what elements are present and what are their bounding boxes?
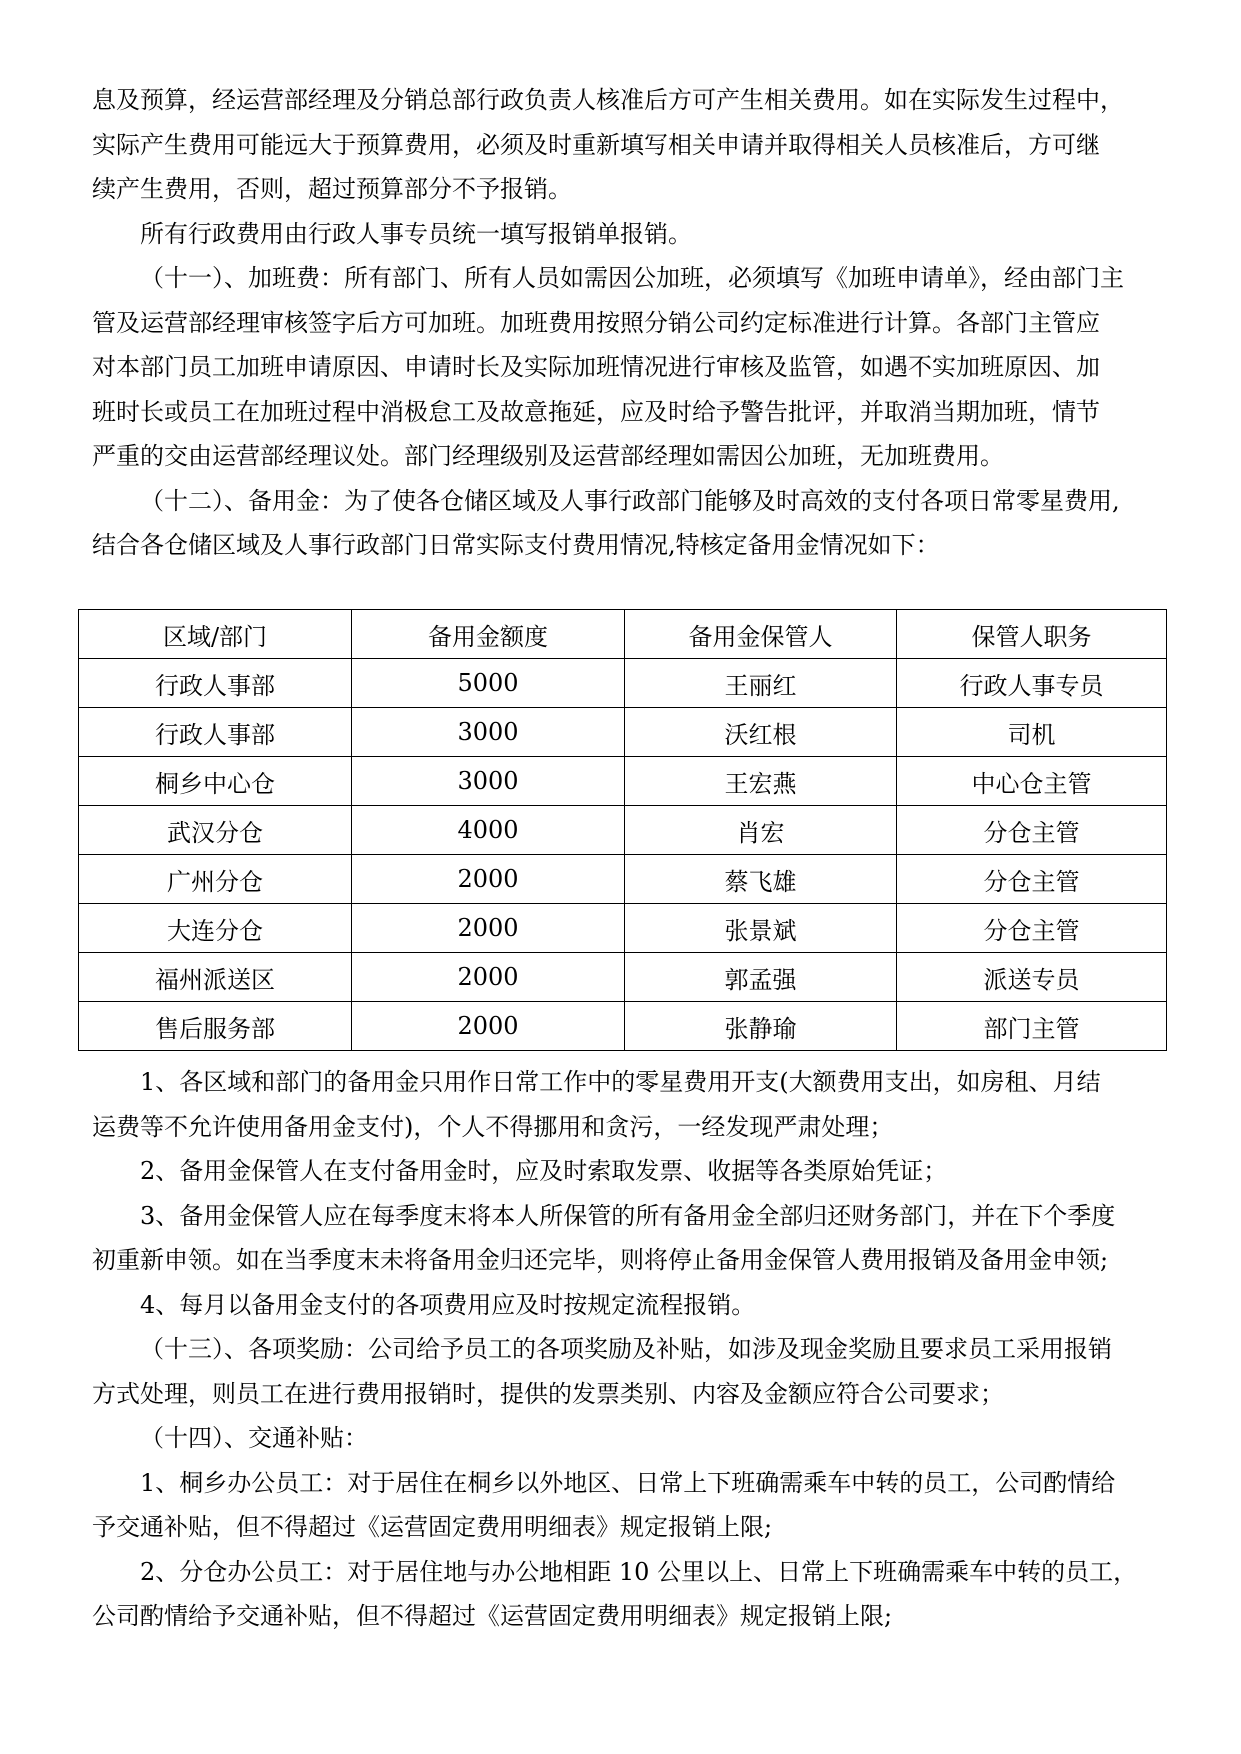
column-header-custodian: 备用金保管人 (625, 610, 897, 659)
paragraph-line: 班时长或员工在加班过程中消极怠工及故意拖延，应及时给予警告批评，并取消当期加班，情节 (92, 397, 1100, 426)
cell-custodian: 张静瑜 (625, 1002, 897, 1051)
cell-custodian: 蔡飞雄 (625, 855, 897, 904)
cell-region: 行政人事部 (79, 659, 352, 708)
column-header-amount: 备用金额度 (352, 610, 625, 659)
transport-item-1: 1、桐乡办公员工：对于居住在桐乡以外地区、日常上下班确需乘车中转的员工，公司酌情给 (140, 1468, 1116, 1497)
table-row (79, 904, 1167, 953)
table-row (79, 659, 1167, 708)
table-row (79, 806, 1167, 855)
paragraph-line: 结合各仓储区域及人事行政部门日常实际支付费用情况,特核定备用金情况如下： (92, 531, 940, 559)
table-row (79, 855, 1167, 904)
section-transport-heading: （十四）、交通补贴： (140, 1424, 368, 1452)
cell-amount: 2000 (352, 855, 625, 904)
paragraph-line: 初重新申领。如在当季度末未将备用金归还完毕，则将停止备用金保管人费用报销及备用金申领; (92, 1246, 1109, 1274)
table-row (79, 708, 1167, 757)
paragraph-line: 运费等不允许使用备用金支付)，个人不得挪用和贪污，一经发现严肃处理； (92, 1112, 894, 1141)
rule-item-3: 3、备用金保管人应在每季度末将本人所保管的所有备用金全部归还财务部门，并在下个季度 (140, 1201, 1116, 1230)
paragraph-line: 予交通补贴，但不得超过《运营固定费用明细表》规定报销上限; (92, 1513, 773, 1541)
top-text-block (92, 78, 1168, 568)
cell-position: 行政人事专员 (897, 659, 1167, 708)
cell-custodian: 王宏燕 (625, 757, 897, 806)
cell-position: 分仓主管 (897, 904, 1167, 953)
section-petty-cash-heading: （十二）、备用金：为了使各仓储区域及人事行政部门能够及时高效的支付各项日常零星费用, (140, 486, 1120, 515)
cell-amount: 5000 (352, 659, 625, 708)
table-row (79, 757, 1167, 806)
cell-region: 行政人事部 (79, 708, 352, 757)
paragraph-line: 严重的交由运营部经理议处。部门经理级别及运营部经理如需因公加班，无加班费用。 (92, 442, 1004, 470)
cell-position: 分仓主管 (897, 806, 1167, 855)
cell-position: 司机 (897, 708, 1167, 757)
transport-item-2: 2、分仓办公员工：对于居住地与办公地相距 10 公里以上、日常上下班确需乘车中转的员工， (140, 1557, 1138, 1586)
cell-amount: 2000 (352, 904, 625, 953)
paragraph-line: 管及运营部经理审核签字后方可加班。加班费用按照分销公司约定标准进行计算。各部门主管应 (92, 308, 1100, 337)
paragraph-line: 续产生费用，否则，超过预算部分不予报销。 (92, 175, 572, 203)
petty-cash-table (78, 609, 1167, 1051)
column-header-position: 保管人职务 (897, 610, 1167, 659)
section-overtime-heading: （十一）、加班费：所有部门、所有人员如需因公加班，必须填写《加班申请单》，经由部门主 (140, 264, 1124, 292)
cell-position: 派送专员 (897, 953, 1167, 1002)
cell-position: 中心仓主管 (897, 757, 1167, 806)
rule-item-4: 4、每月以备用金支付的各项费用应及时按规定流程报销。 (140, 1290, 756, 1319)
cell-custodian: 沃红根 (625, 708, 897, 757)
cell-region: 福州派送区 (79, 953, 352, 1002)
cell-custodian: 肖宏 (625, 806, 897, 855)
table-header-row (79, 610, 1167, 659)
table-row (79, 953, 1167, 1002)
cell-amount: 3000 (352, 708, 625, 757)
paragraph-line: 方式处理，则员工在进行费用报销时，提供的发票类别、内容及金额应符合公司要求； (92, 1379, 1004, 1408)
paragraph-line: 公司酌情给予交通补贴，但不得超过《运营固定费用明细表》规定报销上限; (92, 1602, 893, 1630)
cell-amount: 2000 (352, 1002, 625, 1051)
cell-custodian: 郭孟强 (625, 953, 897, 1002)
paragraph-line: 所有行政费用由行政人事专员统一填写报销单报销。 (140, 219, 692, 248)
table-row (79, 1002, 1167, 1051)
paragraph-line: 实际产生费用可能远大于预算费用，必须及时重新填写相关申请并取得相关人员核准后，方可继 (92, 130, 1100, 159)
cell-custodian: 王丽红 (625, 659, 897, 708)
column-header-region: 区域/部门 (79, 610, 352, 659)
cell-region: 售后服务部 (79, 1002, 352, 1051)
bottom-text-block (92, 1060, 1168, 1639)
cell-amount: 4000 (352, 806, 625, 855)
cell-amount: 3000 (352, 757, 625, 806)
cell-region: 武汉分仓 (79, 806, 352, 855)
paragraph-line: 对本部门员工加班申请原因、申请时长及实际加班情况进行审核及监管，如遇不实加班原因、加 (92, 353, 1100, 381)
cell-custodian: 张景斌 (625, 904, 897, 953)
cell-amount: 2000 (352, 953, 625, 1002)
cell-position: 分仓主管 (897, 855, 1167, 904)
rule-item-1: 1、各区域和部门的备用金只用作日常工作中的零星费用开支(大额费用支出，如房租、月结 (140, 1068, 1101, 1096)
section-rewards-heading: （十三）、各项奖励：公司给予员工的各项奖励及补贴，如涉及现金奖励且要求员工采用报销 (140, 1335, 1112, 1363)
cell-region: 广州分仓 (79, 855, 352, 904)
cell-region: 大连分仓 (79, 904, 352, 953)
rule-item-2: 2、备用金保管人在支付备用金时，应及时索取发票、收据等各类原始凭证； (140, 1157, 948, 1185)
cell-position: 部门主管 (897, 1002, 1167, 1051)
cell-region: 桐乡中心仓 (79, 757, 352, 806)
paragraph-line: 息及预算，经运营部经理及分销总部行政负责人核准后方可产生相关费用。如在实际发生过程中， (92, 86, 1124, 114)
